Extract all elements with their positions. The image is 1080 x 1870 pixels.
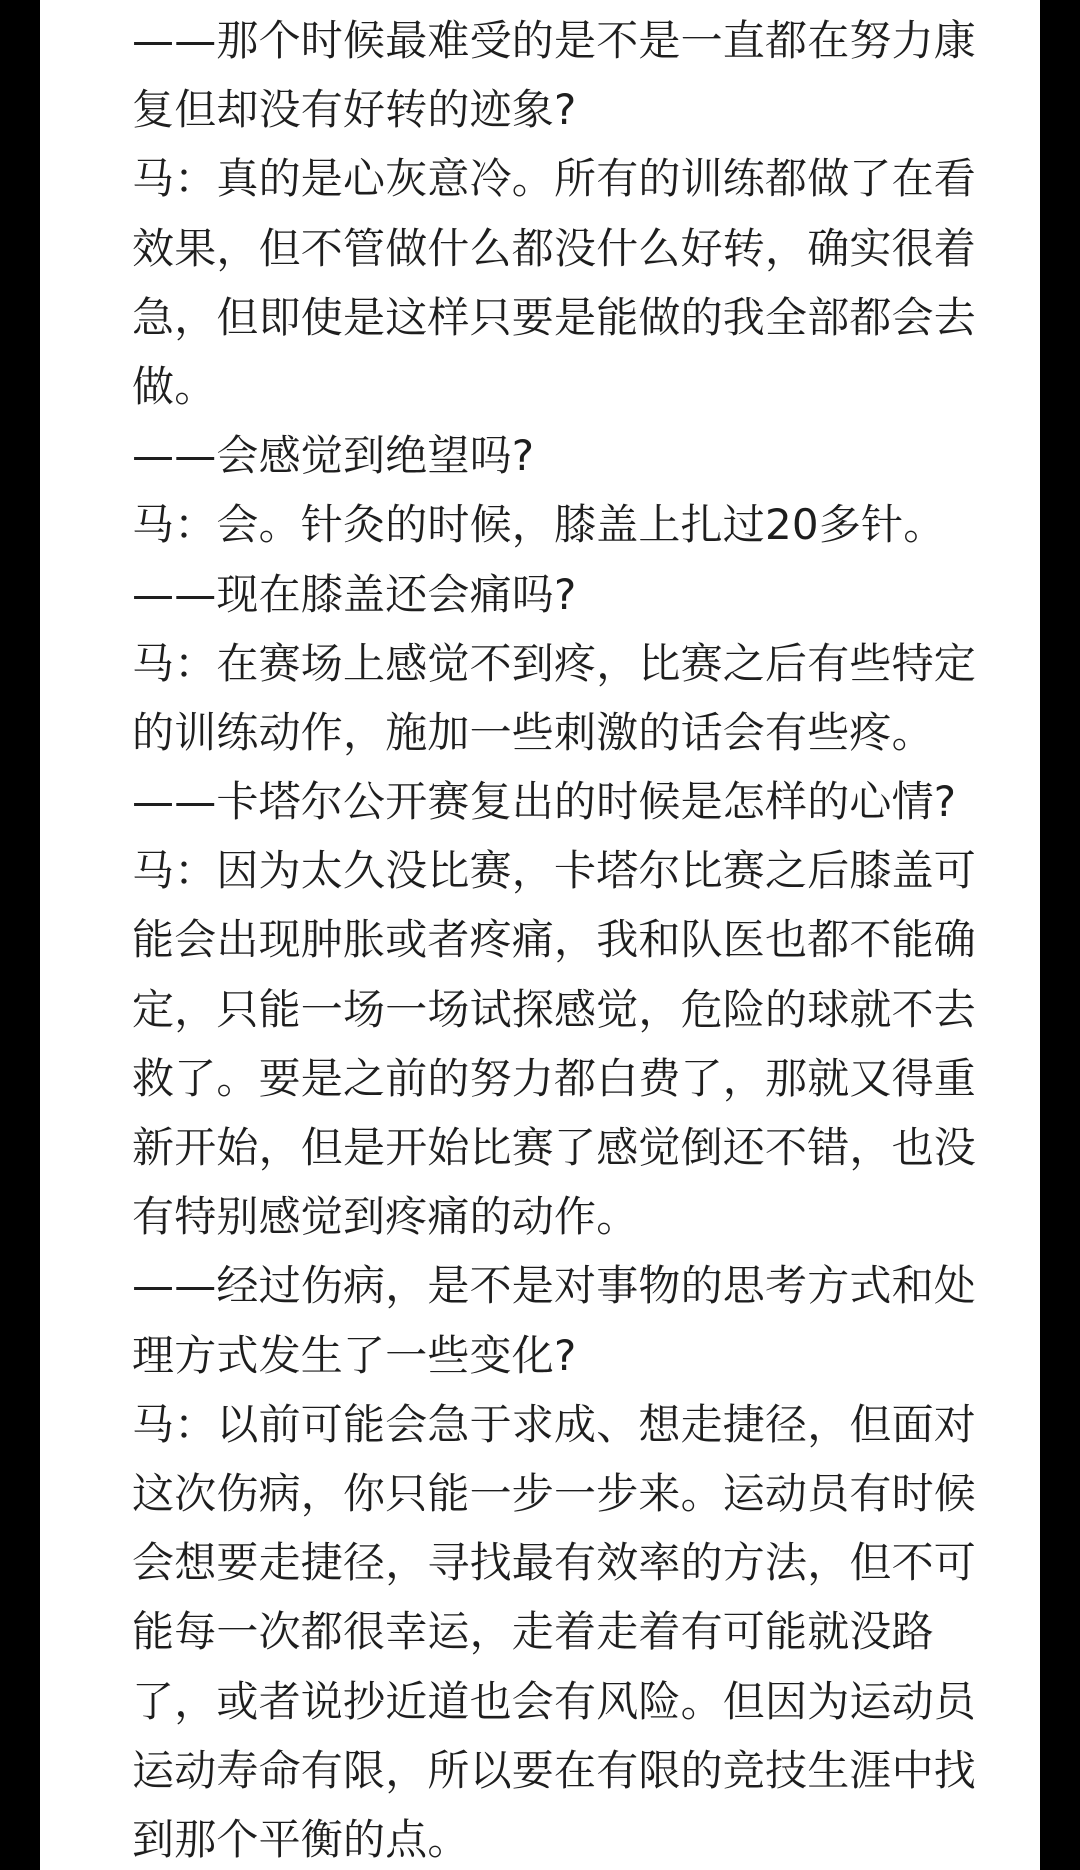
- text-line: ——经过伤病，是不是对事物的思考方式和处: [132, 1261, 977, 1311]
- text-line: ——卡塔尔公开赛复出的时候是怎样的心情?: [132, 777, 957, 827]
- text-line: 会想要走捷径，寻找最有效率的方法，但不可: [132, 1538, 977, 1588]
- text-line: 能每一次都很幸运，走着走着有可能就没路: [132, 1607, 934, 1657]
- text-line: 马：真的是心灰意冷。所有的训练都做了在看: [132, 154, 977, 204]
- text-line: 这次伤病，你只能一步一步来。运动员有时候: [132, 1468, 977, 1518]
- text-line: 马：以前可能会急于求成、想走捷径，但面对: [132, 1399, 977, 1449]
- text-line: 马：在赛场上感觉不到疼，比赛之后有些特定: [132, 638, 977, 688]
- text-line: 到那个平衡的点。: [132, 1814, 470, 1864]
- text-line: 马：因为太久没比赛，卡塔尔比赛之后膝盖可: [132, 846, 977, 896]
- text-line: 做。: [132, 361, 217, 411]
- text-line: 有特别感觉到疼痛的动作。: [132, 1192, 639, 1242]
- text-line: 复但却没有好转的迹象?: [132, 85, 577, 135]
- text-line: 定，只能一场一场试探感觉，危险的球就不去: [132, 984, 977, 1034]
- text-line: 运动寿命有限，所以要在有限的竞技生涯中找: [132, 1745, 977, 1795]
- text-line: 救了。要是之前的努力都白费了，那就又得重: [132, 1053, 977, 1103]
- text-line: 的训练动作，施加一些刺激的话会有些疼。: [132, 707, 934, 757]
- text-line: 急，但即使是这样只要是能做的我全部都会去: [132, 292, 977, 342]
- document-page: [40, 0, 1040, 1870]
- text-line: 效果，但不管做什么都没什么好转，确实很着: [132, 223, 977, 273]
- text-line: 了，或者说抄近道也会有风险。但因为运动员: [132, 1676, 977, 1726]
- text-line: ——现在膝盖还会痛吗?: [132, 569, 577, 619]
- interview-text: [132, 6, 992, 1870]
- text-line: ——那个时候最难受的是不是一直都在努力康: [132, 16, 977, 65]
- text-line: ——会感觉到绝望吗?: [132, 431, 535, 481]
- text-line: 能会出现肿胀或者疼痛，我和队医也都不能确: [132, 915, 977, 965]
- text-line: 马：会。针灸的时候，膝盖上扎过20多针。: [132, 500, 946, 550]
- text-line: 新开始，但是开始比赛了感觉倒还不错，也没: [132, 1123, 977, 1172]
- text-line: 理方式发生了一些变化?: [132, 1330, 577, 1380]
